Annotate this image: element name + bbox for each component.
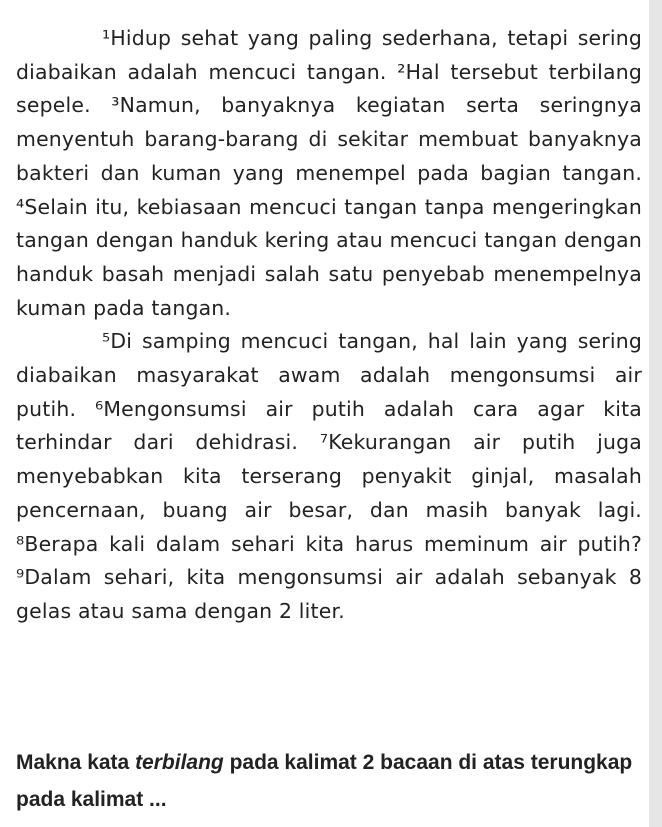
sentence-5: ⁵Di samping mencuci tangan, hal lain yang sering diabaikan masyarakat awam adalah mengonsumsi air putih.: [16, 329, 642, 421]
scrollbar[interactable]: [649, 0, 662, 827]
sentence-9: ⁹Dalam sehari, kita mengonsumsi air adalah sebanyak 8 gelas atau sama dengan 2 liter.: [16, 565, 642, 623]
question-prompt: [16, 744, 642, 818]
question-term: terbilang: [135, 751, 224, 774]
paragraph-1: [16, 22, 642, 325]
sentence-8: ⁸Berapa kali dalam sehari kita harus meminum air putih?: [16, 531, 642, 556]
sentence-1: ¹Hidup sehat yang paling sederhana, tetapi sering diabaikan adalah mencuci tangan.: [16, 26, 642, 84]
sentence-3: ³Namun, banyaknya kegiatan serta seringnya menyentuh barang-barang di sekitar membuat banyaknya bakteri dan kuman yang menempel pada bagian tangan.: [16, 93, 642, 185]
sentence-2: ²Hal tersebut terbilang sepele.: [16, 59, 642, 118]
question-text-after: pada kalimat 2 bacaan di atas terungkap pada kalimat ...: [16, 751, 633, 811]
sentence-7: ⁷Kekurangan air putih juga menyebabkan kita terserang penyakit ginjal, masalah pencernaan, buang air besar, dan masih banyak lagi.: [16, 430, 642, 522]
reading-passage: [16, 22, 642, 629]
question-text-before: Makna kata: [16, 751, 136, 774]
sentence-6: ⁶Mengonsumsi air putih adalah cara agar kita terhindar dari dehidrasi.: [16, 396, 642, 455]
sentence-4: ⁴Selain itu, kebiasaan mencuci tangan tanpa mengeringkan tangan dengan handuk kering atau mencuci tangan dengan handuk basah menjadi salah satu penyebab menempelnya kuman pada tangan.: [16, 194, 642, 320]
paragraph-2: [16, 325, 642, 628]
